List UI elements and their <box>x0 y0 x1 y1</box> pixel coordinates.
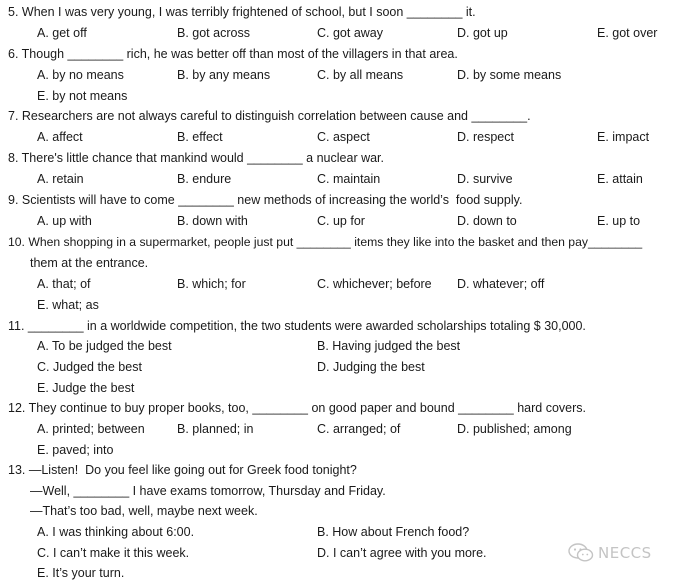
question-13-option-e: E. It’s your turn. <box>37 566 125 580</box>
question-13-dialogue-2: —Well, ________ I have exams tomorrow, Thursday and Friday. <box>30 484 386 498</box>
question-8-option-c: C. maintain <box>317 172 381 186</box>
question-11-option-a: A. To be judged the best <box>37 339 172 353</box>
question-11-option-c: C. Judged the best <box>37 360 142 374</box>
question-10-option-a: A. that; of <box>37 277 91 291</box>
question-10-option-b: B. which; for <box>177 277 246 291</box>
question-5-option-a: A. get off <box>37 26 87 40</box>
question-12-option-e: E. paved; into <box>37 443 114 457</box>
question-12-option-b: B. planned; in <box>177 422 254 436</box>
question-10-stem-continued: them at the entrance. <box>30 256 149 270</box>
question-7-option-b: B. effect <box>177 130 223 144</box>
question-10-option-d: D. whatever; off <box>457 277 545 291</box>
question-10-option-c: C. whichever; before <box>317 277 432 291</box>
question-6-option-c: C. by all means <box>317 68 404 82</box>
question-5-option-d: D. got up <box>457 26 508 40</box>
question-13-option-d: D. I can’t agree with you more. <box>317 546 487 560</box>
question-5-stem: 5. When I was very young, I was terribly frightened of school, but I soon ________ it. <box>8 5 476 19</box>
question-9-stem: 9. Scientists will have to come ________ new methods of increasing the world’s food supply. <box>8 193 523 207</box>
question-7-option-d: D. respect <box>457 130 514 144</box>
question-11-option-e: E. Judge the best <box>37 381 135 395</box>
question-9-option-c: C. up for <box>317 214 365 228</box>
question-9-option-e: E. up to <box>597 214 641 228</box>
question-11-stem: 11. ________ in a worldwide competition, the two students were awarded scholarships totaling $ 30,000. <box>8 319 586 333</box>
watermark <box>568 543 652 563</box>
question-12-option-d: D. published; among <box>457 422 572 436</box>
question-6-stem: 6. Though ________ rich, he was better off than most of the villagers in that area. <box>8 47 458 61</box>
question-8-option-e: E. attain <box>597 172 643 186</box>
question-7-stem: 7. Researchers are not always careful to distinguish correlation between cause and ________. <box>8 109 531 123</box>
question-9-option-a: A. up with <box>37 214 92 228</box>
question-6-option-e: E. by not means <box>37 89 128 103</box>
question-13-option-c: C. I can’t make it this week. <box>37 546 190 560</box>
question-13-option-b: B. How about French food? <box>317 525 470 539</box>
question-6-option-b: B. by any means <box>177 68 271 82</box>
question-8-option-b: B. endure <box>177 172 232 186</box>
question-7-option-e: E. impact <box>597 130 650 144</box>
question-5-option-e: E. got over <box>597 26 658 40</box>
question-12-option-a: A. printed; between <box>37 422 145 436</box>
question-9-option-b: B. down with <box>177 214 248 228</box>
question-6-option-d: D. by some means <box>457 68 562 82</box>
question-12-stem: 12. They continue to buy proper books, too, ________ on good paper and bound ________ hard covers. <box>8 401 586 415</box>
watermark-text: NECCS <box>598 544 652 562</box>
question-7-option-c: C. aspect <box>317 130 370 144</box>
question-7-option-a: A. affect <box>37 130 83 144</box>
question-9-option-d: D. down to <box>457 214 517 228</box>
question-10-stem: 10. When shopping in a supermarket, people just put ________ items they like into the basket and then pay________ <box>8 235 643 249</box>
question-13-stem: 13. —Listen! Do you feel like going out for Greek food tonight? <box>8 463 357 477</box>
wechat-icon <box>568 543 594 563</box>
question-10-option-e: E. what; as <box>37 298 99 312</box>
question-8-stem: 8. There's little chance that mankind would ________ a nuclear war. <box>8 151 385 165</box>
question-5-option-b: B. got across <box>177 26 250 40</box>
question-11-option-b: B. Having judged the best <box>317 339 461 353</box>
question-5-option-c: C. got away <box>317 26 384 40</box>
question-8-option-a: A. retain <box>37 172 84 186</box>
question-13-dialogue-3: —That’s too bad, well, maybe next week. <box>30 504 258 518</box>
question-8-option-d: D. survive <box>457 172 513 186</box>
question-12-option-c: C. arranged; of <box>317 422 401 436</box>
question-6-option-a: A. by no means <box>37 68 124 82</box>
question-13-option-a: A. I was thinking about 6:00. <box>37 525 195 539</box>
question-11-option-d: D. Judging the best <box>317 360 425 374</box>
